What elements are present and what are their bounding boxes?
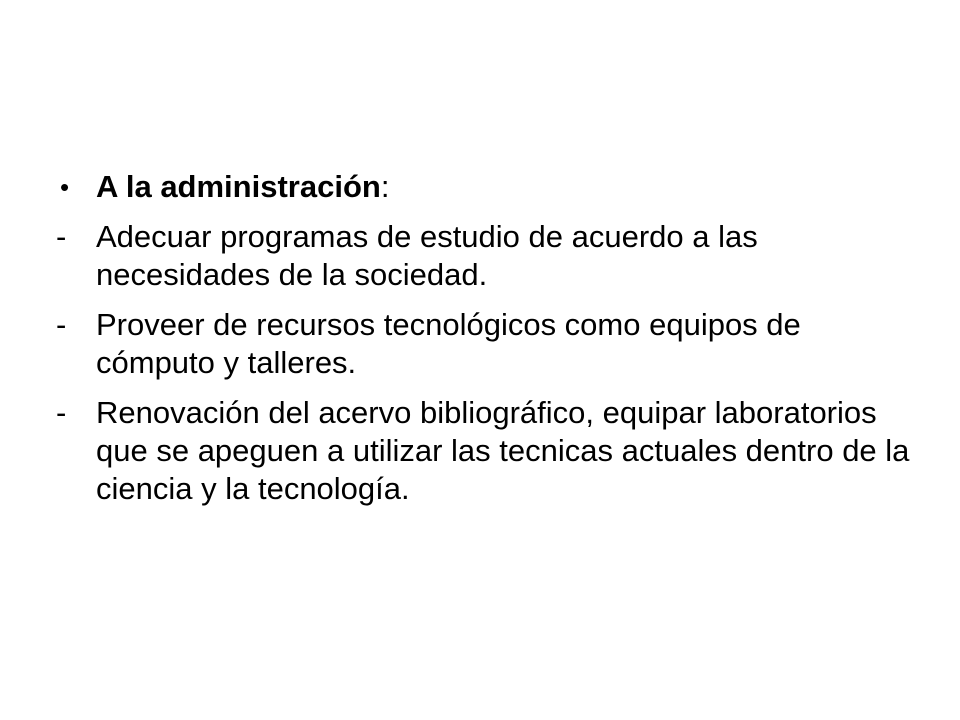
list-item-renovacion-acervo xyxy=(56,394,916,508)
list-item-proveer-recursos xyxy=(56,306,916,382)
heading-colon: : xyxy=(380,169,390,204)
list-item-text: Adecuar programas de estudio de acuerdo a las necesidades de la sociedad. xyxy=(96,219,758,292)
slide-body xyxy=(56,168,916,508)
dash-marker: - xyxy=(56,307,67,342)
bullet-marker: • xyxy=(60,172,70,202)
list-item-adecuar-programas xyxy=(56,218,916,294)
dash-marker: - xyxy=(56,395,67,430)
heading-bullet-item xyxy=(56,168,916,206)
list-item-text: Proveer de recursos tecnológicos como equipos de cómputo y talleres. xyxy=(96,307,801,380)
dash-marker: - xyxy=(56,219,67,254)
list-item-text: Renovación del acervo bibliográfico, equipar laboratorios que se apeguen a utilizar las tecnicas actuales dentro de la ciencia y la tecnología. xyxy=(96,395,910,506)
heading-text: A la administración xyxy=(96,169,381,204)
